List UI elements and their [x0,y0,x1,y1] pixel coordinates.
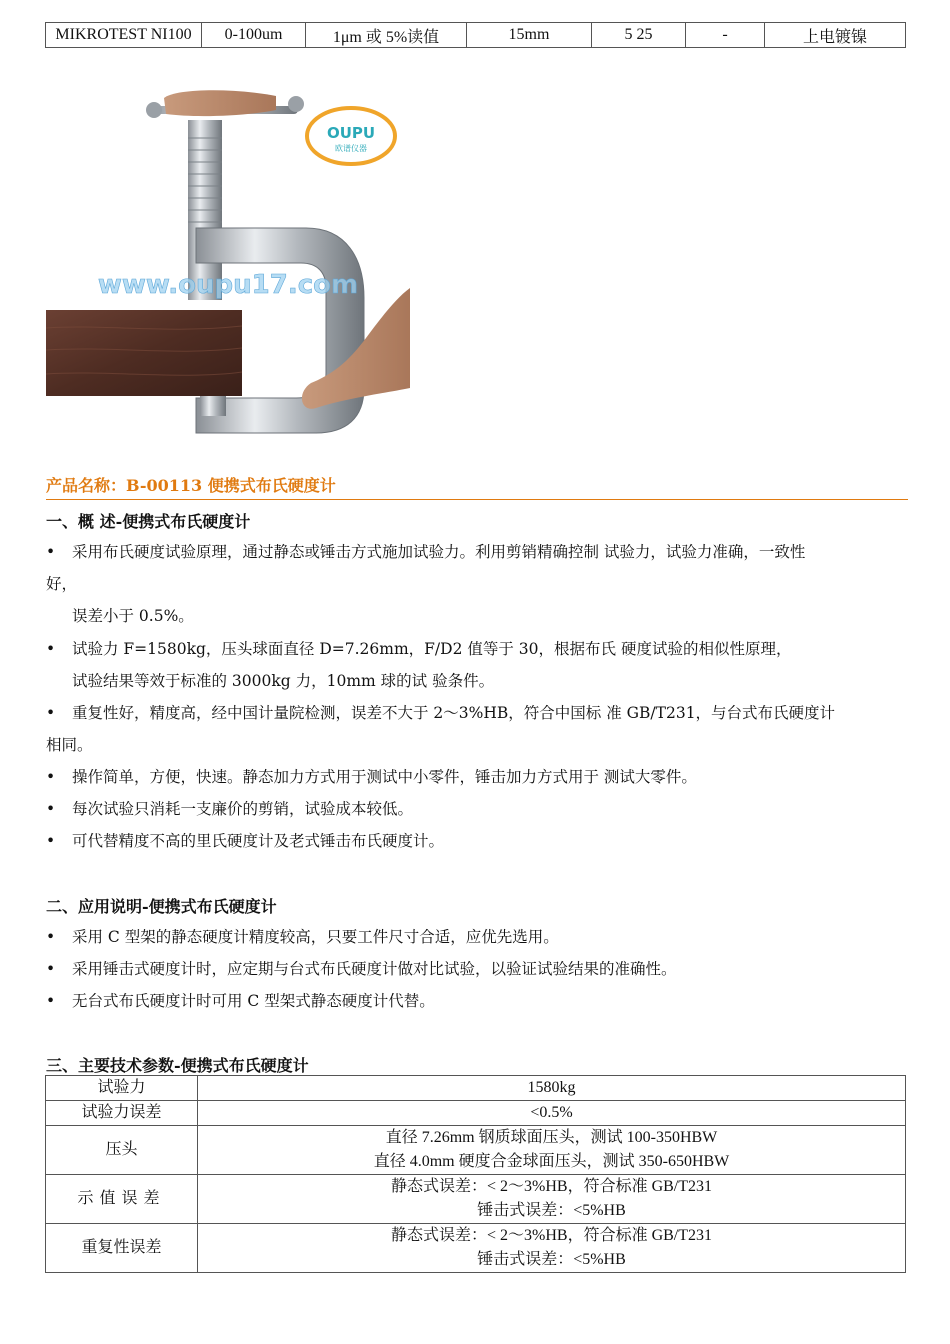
table-cell-values: 5 25 [592,23,686,48]
list-item [46,797,413,819]
bullet-icon: • [46,543,56,561]
table-cell-model: MIKROTEST NI100 [46,23,202,48]
list-item [46,701,835,723]
list-item-text: 重复性好，精度高，经中国计量院检测，误差不大于 2～3%HB，符合中国标 准 GB/T231，与台式布氏硬度计 [72,704,836,722]
bullet-icon: • [46,704,56,722]
table-row [46,1175,906,1224]
table-cell-resolution: 1μm 或 5%读值 [306,23,467,48]
spec-value-line: 锤击式误差：<5%HB [477,1202,626,1219]
oupu-logo-icon [307,108,395,164]
table-row [46,1224,906,1273]
spec-value [198,1175,906,1224]
section-specs-title: 三、主要技术参数-便携式布氏硬度计 [46,1056,309,1075]
table-cell-dash: - [686,23,765,48]
logo-text: OUPU [326,124,376,142]
spec-label: 压头 [46,1126,198,1175]
bullet-icon: • [46,960,56,978]
bullet-icon: • [46,640,56,658]
list-item-continuation: 误差小于 0.5%。 [72,607,194,625]
spec-value-line: 锤击式误差：<5%HB [477,1251,626,1268]
spec-label: 试验力 [46,1076,198,1101]
spec-label: 示值误差 [46,1175,198,1224]
spec-value: 1580kg [198,1076,906,1101]
list-item [46,637,791,659]
watermark-text: www.oupu17.com [97,270,359,300]
list-item [46,957,677,979]
logo-subtext: 欧谱仪器 [335,144,367,153]
spec-value-line: 直径 4.0mm 硬度合金球面压头，测试 350-650HBW [373,1153,730,1170]
table-row [46,1126,906,1175]
section-overview-title: 一、概 述-便携式布氏硬度计 [46,512,251,531]
spec-table [45,1075,906,1273]
list-item [46,829,444,851]
list-item-continuation: 相同。 [46,736,93,754]
list-item-text: 采用锤击式硬度计时，应定期与台式布氏硬度计做对比试验，以验证试验结果的准确性。 [72,960,677,978]
list-item [46,989,435,1011]
table-cell-coating: 上电镀镍 [765,23,906,48]
list-item-continuation: 好， [46,575,78,593]
product-title: 产品名称：B-00113 便携式布氏硬度计 [46,473,908,500]
list-item-text: 试验力 F=1580kg，压头球面直径 D=7.26mm，F/D2 值等于 30，根据布氏 硬度试验的相似性原理， [72,640,792,658]
list-item-continuation: 试验结果等效于标准的 3000kg 力，10mm 球的试 验条件。 [72,672,495,690]
table-row [46,1076,906,1101]
spec-label: 重复性误差 [46,1224,198,1273]
bullet-icon: • [46,832,56,850]
table-row [46,23,906,48]
spec-value [198,1126,906,1175]
list-item-text: 采用布氏硬度试验原理，通过静态或锤击方式施加试验力。利用剪销精确控制 试验力，试验力准确，一致性 [72,543,806,561]
bullet-icon: • [46,992,56,1010]
bullet-icon: • [46,768,56,786]
bullet-icon: • [46,928,56,946]
list-item-text: 无台式布氏硬度计时可用 C 型架式静态硬度计代替。 [72,992,435,1010]
product-photo [46,88,410,443]
list-item-text: 每次试验只消耗一支廉价的剪销，试验成本较低。 [72,800,414,818]
table-cell-range: 0-100um [202,23,306,48]
list-item-text: 可代替精度不高的里氏硬度计及老式锤击布氏硬度计。 [72,832,445,850]
section-application-title: 二、应用说明-便携式布氏硬度计 [46,897,277,916]
spec-value-line: 静态式误差：< 2～3%HB，符合标准 GB/T231 [390,1178,713,1195]
bullet-icon: • [46,800,56,818]
spec-value: <0.5% [198,1101,906,1126]
table-row [46,1101,906,1126]
spec-value-line: 直径 7.26mm 钢质球面压头，测试 100-350HBW [385,1129,718,1146]
list-item-text: 采用 C 型架的静态硬度计精度较高，只要工件尺寸合适，应优先选用。 [72,928,559,946]
spec-value [198,1224,906,1273]
list-item-text: 操作简单，方便，快速。静态加力方式用于测试中小零件，锤击加力方式用于 测试大零件。 [72,768,697,786]
list-item [46,765,697,787]
spec-value-line: 静态式误差：< 2～3%HB，符合标准 GB/T231 [390,1227,713,1244]
spec-label: 试验力误差 [46,1101,198,1126]
list-item [46,540,805,562]
table-cell-size: 15mm [467,23,592,48]
list-item [46,925,559,947]
previous-product-table-row [45,22,906,48]
